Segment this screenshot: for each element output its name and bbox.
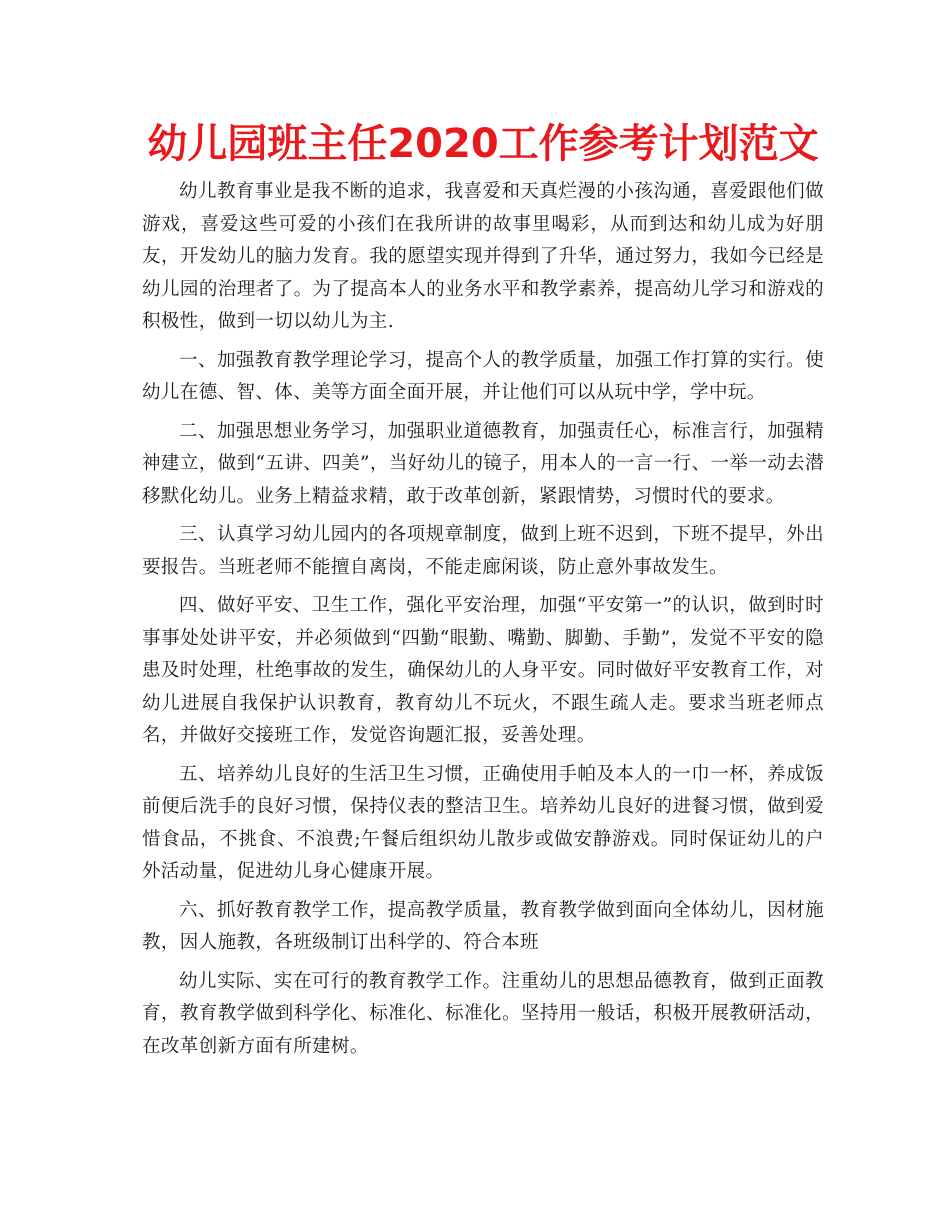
paragraph-item-6: 六、抓好教育教学工作，提高教学质量，教育教学做到面向全体幼儿，因材施教，因人施教，各班级制订出科学的、符合本班 [142,899,824,953]
paragraph-intro: 幼儿教育事业是我不断的追求，我喜爱和天真烂漫的小孩沟通，喜爱跟他们做游戏，喜爱这些可爱的小孩们在我所讲的故事里喝彩，从而到达和幼儿成为好朋友，开发幼儿的脑力发育。我的愿望实现并得到了升华，通过努力，我如今已经是幼儿园的治理者了。为了提高本人的业务水平和教学素养，提高幼儿学习和游戏的积极性，做到一切以幼儿为主. [142,181,824,332]
paragraph-item-2: 二、加强思想业务学习，加强职业道德教育，加强责任心，标准言行，加强精神建立，做到“五讲、四美”，当好幼儿的镜子，用本人的一言一行、一举一动去潜移默化幼儿。业务上精益求精，敢于改革创新，紧跟情势，习惯时代的要求。 [142,420,824,507]
document-title: 幼儿园班主任2020工作参考计划范文 [147,121,819,167]
paragraph-item-6-continued: 幼儿实际、实在可行的教育教学工作。注重幼儿的思想品德教育，做到正面教育，教育教学做到科学化、标准化、标准化。坚持用一般话，积极开展教研活动，在改革创新方面有所建树。 [142,970,824,1057]
paragraph-item-5: 五、培养幼儿良好的生活卫生习惯，正确使用手帕及本人的一巾一杯，养成饭前便后洗手的良好习惯，保持仪表的整洁卫生。培养幼儿良好的进餐习惯，做到爱惜食品，不挑食、不浪费;午餐后组织幼儿散步或做安静游戏。同时保证幼儿的户外活动量，促进幼儿身心健康开展。 [142,763,824,882]
paragraph-item-4: 四、做好平安、卫生工作，强化平安治理，加强“平安第一”的认识，做到时时事事处处讲平安，并必须做到“四勤“眼勤、嘴勤、脚勤、手勤”，发觉不平安的隐患及时处理，杜绝事故的发生，确保幼儿的人身平安。同时做好平安教育工作，对幼儿进展自我保护认识教育，教育幼儿不玩火，不跟生疏人走。要求当班老师点名，并做好交接班工作，发觉咨询题汇报，妥善处理。 [142,595,824,746]
paragraph-item-3: 三、认真学习幼儿园内的各项规章制度，做到上班不迟到，下班不提早，外出要报告。当班老师不能擅自离岗，不能走廊闲谈，防止意外事故发生。 [142,524,824,578]
paragraph-item-1: 一、加强教育教学理论学习，提高个人的教学质量，加强工作打算的实行。使幼儿在德、智、体、美等方面全面开展，并让他们可以从玩中学，学中玩。 [142,349,824,403]
